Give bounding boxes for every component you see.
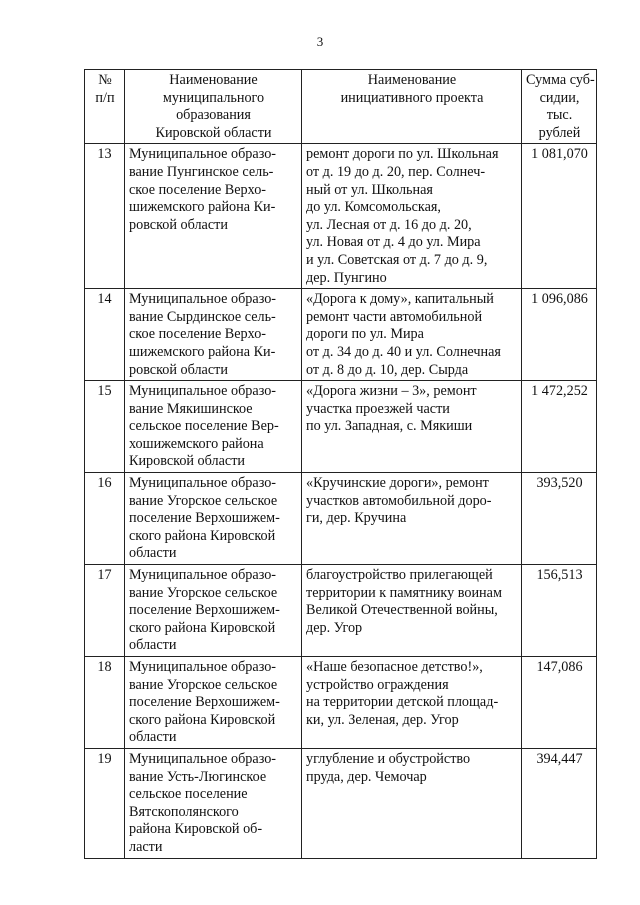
text-line: от д. 19 до д. 20, пер. Солнеч- bbox=[306, 163, 486, 180]
text-line: рублей bbox=[538, 124, 581, 141]
text-line: на территории детской площад- bbox=[306, 694, 499, 711]
text-line: Наименование bbox=[367, 72, 457, 88]
text-line: образования bbox=[176, 107, 251, 124]
table-row bbox=[85, 748, 597, 858]
text-line: тыс. bbox=[546, 107, 573, 124]
text-line: Муниципальное образо- bbox=[129, 291, 277, 308]
municipality-name bbox=[125, 473, 302, 565]
text-line: Кировской области bbox=[155, 124, 272, 141]
subsidy-table bbox=[84, 69, 597, 859]
text-line: Муниципальное образо- bbox=[129, 750, 277, 767]
text-line: ское поселение Верхо- bbox=[129, 181, 267, 198]
text-line: сельское поселение Вер- bbox=[129, 418, 279, 435]
table-row bbox=[85, 657, 597, 749]
text-line: Муниципальное образо- bbox=[129, 146, 277, 163]
text-line: пруда, дер. Чемочар bbox=[306, 768, 427, 785]
text-line: Муниципальное образо- bbox=[129, 567, 277, 584]
municipality-name bbox=[125, 381, 302, 473]
row-number: 18 bbox=[85, 657, 125, 749]
text-line: ского района Кировской bbox=[129, 527, 276, 544]
text-line: инициативного проекта bbox=[340, 89, 484, 106]
text-line: области bbox=[129, 729, 177, 746]
text-line: ское поселение Верхо- bbox=[129, 326, 267, 343]
header-amount bbox=[522, 70, 597, 144]
text-line: муниципального bbox=[162, 89, 265, 106]
project-name bbox=[302, 381, 522, 473]
subsidy-amount: 156,513 bbox=[522, 565, 597, 657]
text-line: области bbox=[129, 637, 177, 654]
text-line: территории к памятнику воинам bbox=[306, 584, 502, 601]
project-name bbox=[302, 565, 522, 657]
text-line: Наименование bbox=[169, 72, 258, 88]
project-name bbox=[302, 473, 522, 565]
text-line: вание Угорское сельское bbox=[129, 676, 278, 693]
municipality-name bbox=[125, 657, 302, 749]
project-name bbox=[302, 289, 522, 381]
text-line: ки, ул. Зеленая, дер. Угор bbox=[306, 711, 459, 728]
text-line: «Наше безопасное детство!», bbox=[306, 659, 483, 675]
municipality-name bbox=[125, 565, 302, 657]
text-line: шижемского района Ки- bbox=[129, 343, 276, 360]
text-line: Муниципальное образо- bbox=[129, 475, 277, 492]
table-row bbox=[85, 565, 597, 657]
text-line: дер. Пунгино bbox=[306, 269, 387, 286]
text-line: благоустройство прилегающей bbox=[306, 567, 493, 584]
text-line: углубление и обустройство bbox=[306, 750, 471, 767]
table-body bbox=[85, 144, 597, 858]
text-line: дер. Угор bbox=[306, 619, 363, 636]
header-number bbox=[85, 70, 125, 144]
text-line: Кировской области bbox=[129, 453, 245, 470]
subsidy-amount: 1 081,070 bbox=[522, 144, 597, 289]
text-line: вание Угорское сельское bbox=[129, 492, 278, 509]
row-number: 19 bbox=[85, 748, 125, 858]
text-line: Муниципальное образо- bbox=[129, 659, 277, 675]
text-line: хошижемского района bbox=[129, 435, 264, 452]
text-line: ского района Кировской bbox=[129, 619, 276, 636]
row-number: 14 bbox=[85, 289, 125, 381]
text-line: ремонт дороги по ул. Школьная bbox=[306, 146, 499, 163]
project-name bbox=[302, 144, 522, 289]
table-row bbox=[85, 381, 597, 473]
header-project bbox=[302, 70, 522, 144]
header-municipality bbox=[125, 70, 302, 144]
text-line: ги, дер. Кручина bbox=[306, 510, 407, 527]
project-name bbox=[302, 748, 522, 858]
text-line: ровской области bbox=[129, 216, 228, 233]
text-line: ул. Новая от д. 4 до ул. Мира bbox=[306, 234, 481, 251]
text-line: № bbox=[98, 72, 112, 88]
subsidy-amount: 394,447 bbox=[522, 748, 597, 858]
table-row bbox=[85, 289, 597, 381]
municipality-name bbox=[125, 144, 302, 289]
subsidy-amount: 1 472,252 bbox=[522, 381, 597, 473]
text-line: ул. Лесная от д. 16 до д. 20, bbox=[306, 216, 472, 233]
text-line: ремонт части автомобильной bbox=[306, 308, 483, 325]
text-line: поселение Верхошижем- bbox=[129, 602, 280, 619]
subsidy-amount: 1 096,086 bbox=[522, 289, 597, 381]
text-line: «Кручинские дороги», ремонт bbox=[306, 475, 489, 492]
table-row bbox=[85, 144, 597, 289]
text-line: сидии, bbox=[539, 89, 580, 106]
text-line: от д. 8 до д. 10, дер. Сырда bbox=[306, 361, 469, 378]
row-number: 15 bbox=[85, 381, 125, 473]
text-line: вание Сырдинское сель- bbox=[129, 308, 276, 325]
text-line: Вятскополянского bbox=[129, 803, 239, 820]
text-line: дороги по ул. Мира bbox=[306, 326, 424, 343]
project-name bbox=[302, 657, 522, 749]
text-line: поселение Верхошижем- bbox=[129, 510, 280, 527]
text-line: участков автомобильной доро- bbox=[306, 492, 492, 509]
text-line: от д. 34 до д. 40 и ул. Солнечная bbox=[306, 343, 501, 360]
text-line: и ул. Советская от д. 7 до д. 9, bbox=[306, 251, 488, 268]
municipality-name bbox=[125, 289, 302, 381]
row-number: 13 bbox=[85, 144, 125, 289]
text-line: Муниципальное образо- bbox=[129, 383, 277, 400]
text-line: ского района Кировской bbox=[129, 711, 276, 728]
text-line: района Кировской об- bbox=[129, 821, 263, 838]
text-line: ный от ул. Школьная bbox=[306, 181, 433, 198]
text-line: до ул. Комсомольская, bbox=[306, 199, 441, 216]
text-line: Сумма суб- bbox=[526, 72, 595, 88]
text-line: п/п bbox=[95, 89, 115, 106]
text-line: ласти bbox=[129, 838, 163, 855]
text-line: вание Усть-Люгинское bbox=[129, 768, 267, 785]
text-line: вание Угорское сельское bbox=[129, 584, 278, 601]
municipality-name bbox=[125, 748, 302, 858]
text-line: Великой Отечественной войны, bbox=[306, 602, 498, 619]
text-line: шижемского района Ки- bbox=[129, 199, 276, 216]
text-line: поселение Верхошижем- bbox=[129, 694, 280, 711]
text-line: устройство ограждения bbox=[306, 676, 449, 693]
text-line: сельское поселение bbox=[129, 786, 248, 803]
subsidy-amount: 147,086 bbox=[522, 657, 597, 749]
text-line: «Дорога к дому», капитальный bbox=[306, 291, 494, 308]
row-number: 17 bbox=[85, 565, 125, 657]
text-line: вание Мякишинское bbox=[129, 400, 253, 417]
text-line: по ул. Западная, с. Мякиши bbox=[306, 418, 473, 435]
subsidy-amount: 393,520 bbox=[522, 473, 597, 565]
page-number: 3 bbox=[316, 34, 324, 49]
text-line: ровской области bbox=[129, 361, 228, 378]
text-line: «Дорога жизни – 3», ремонт bbox=[306, 383, 477, 400]
table-row bbox=[85, 473, 597, 565]
row-number: 16 bbox=[85, 473, 125, 565]
text-line: вание Пунгинское сель- bbox=[129, 163, 274, 180]
text-line: участка проезжей части bbox=[306, 400, 450, 417]
table-header-row bbox=[85, 70, 597, 144]
text-line: области bbox=[129, 545, 177, 562]
